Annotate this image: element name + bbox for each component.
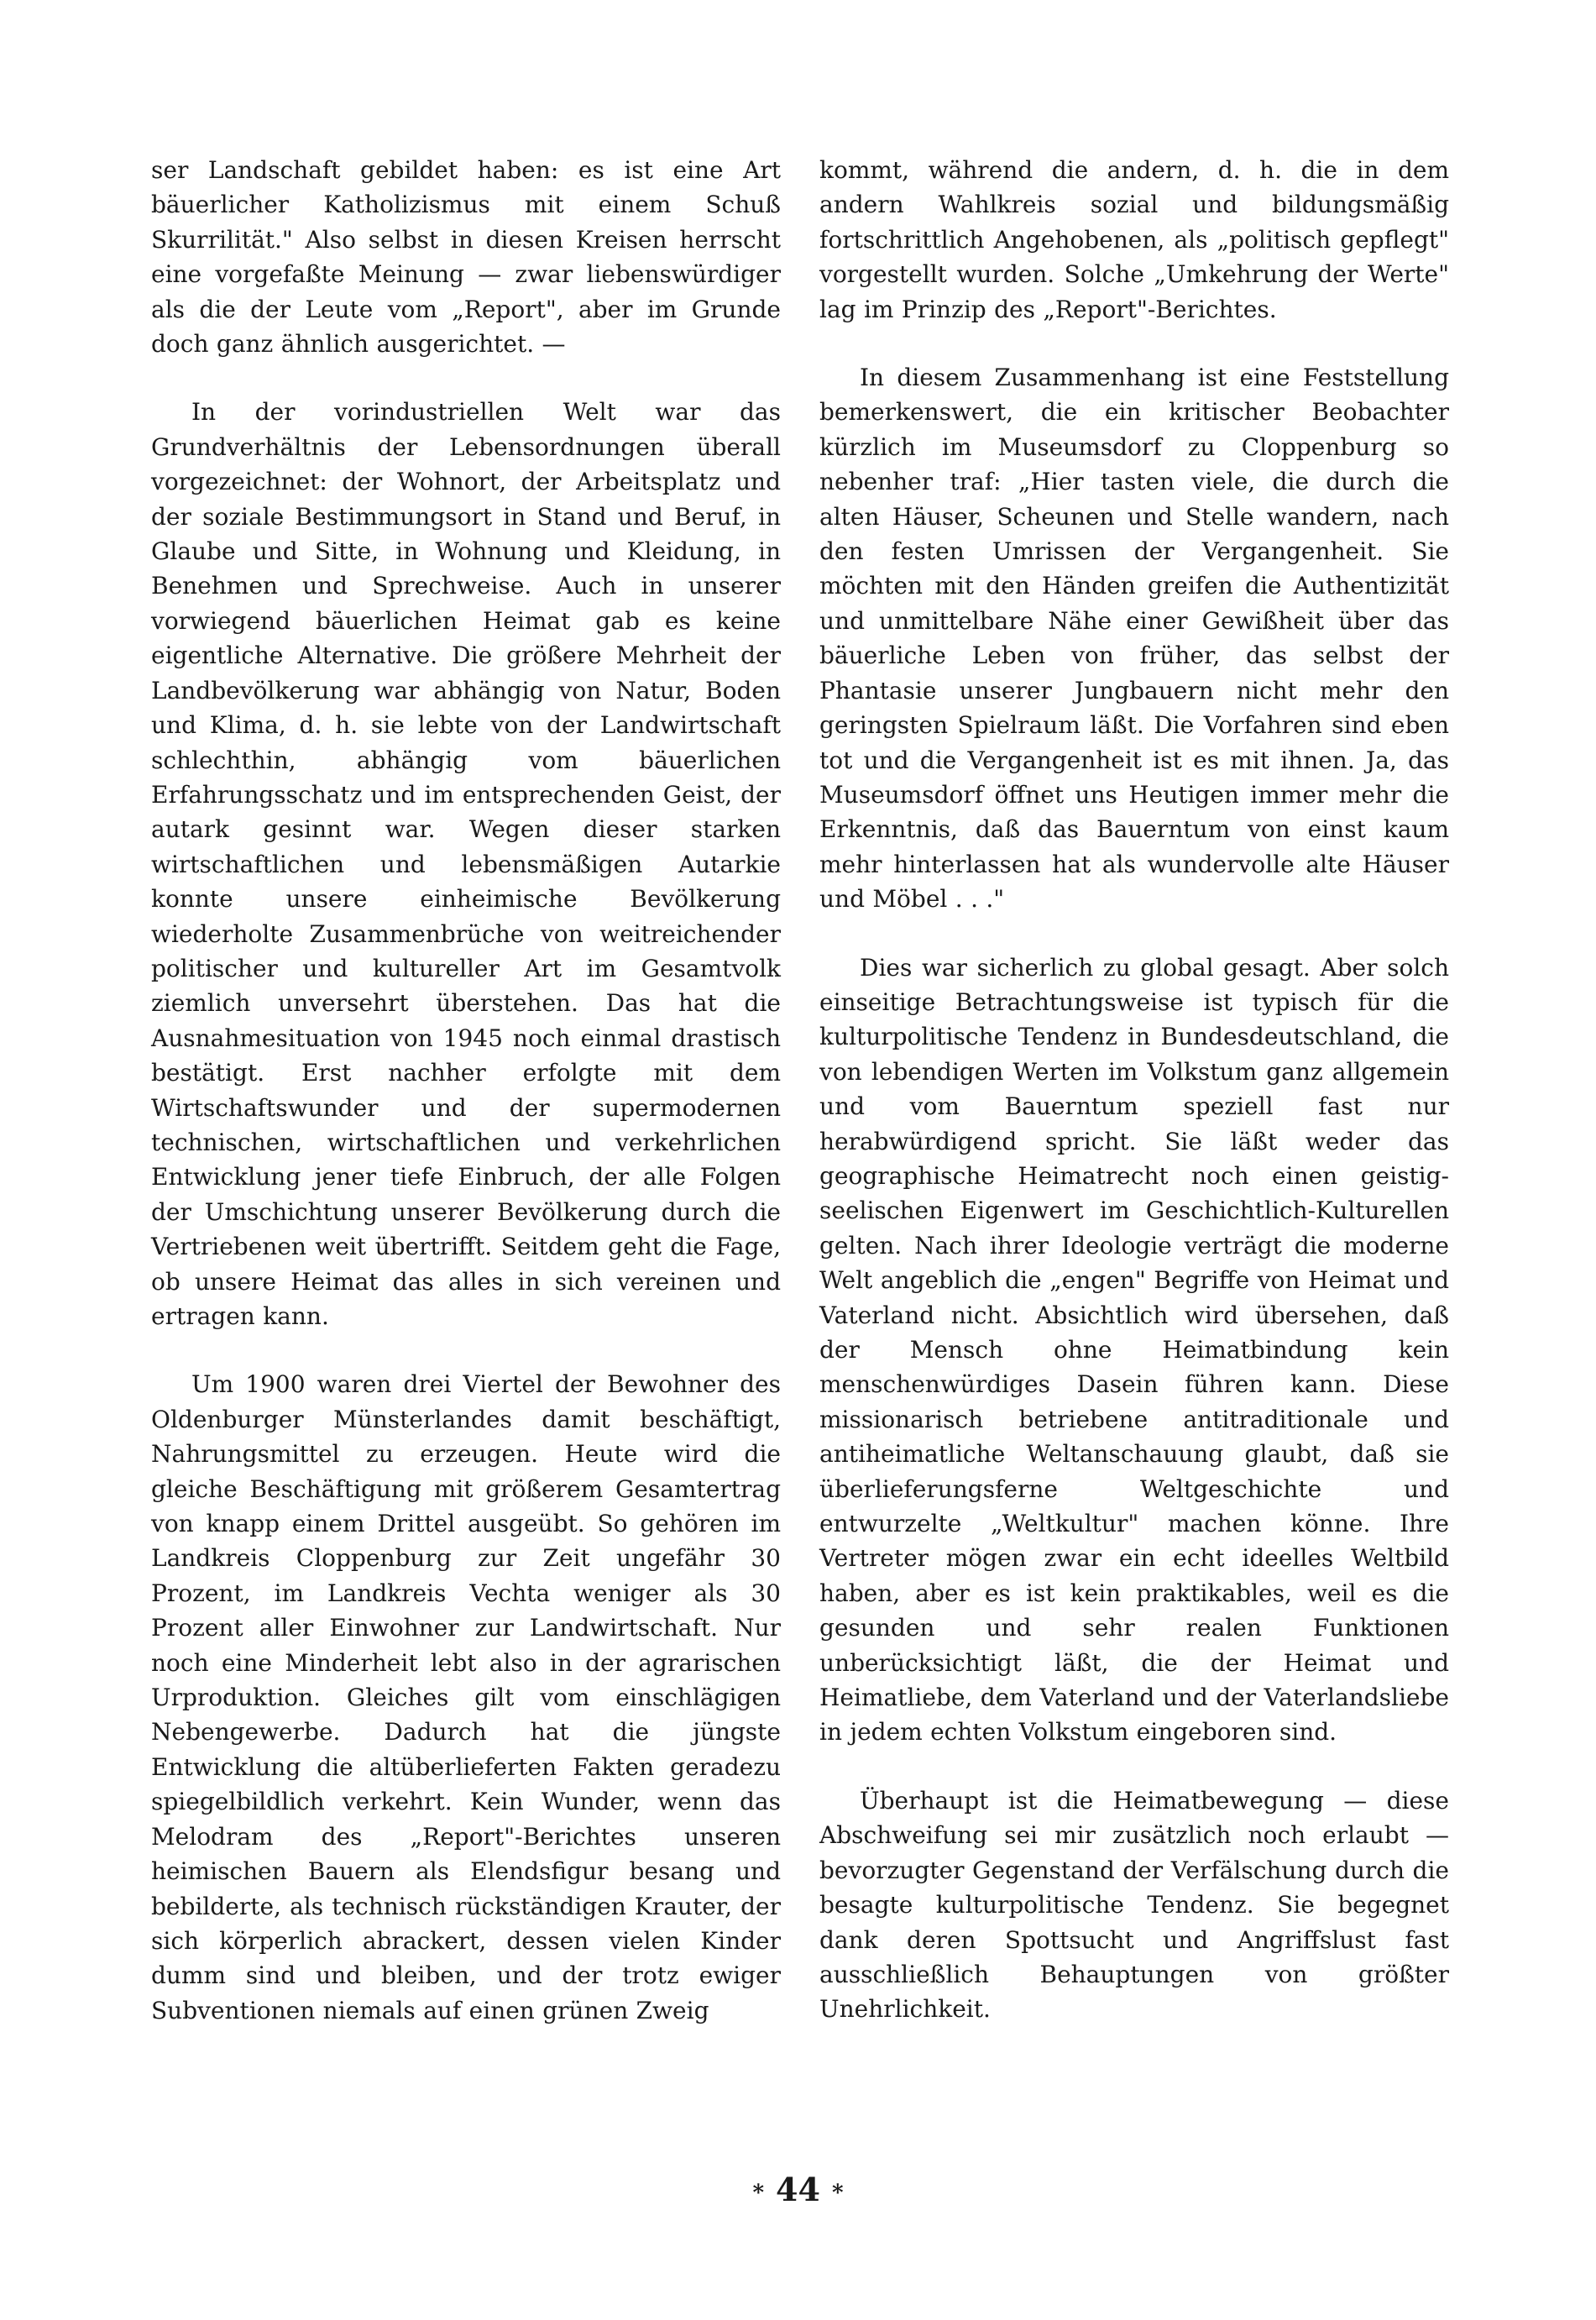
star-marker-left: * <box>752 2180 765 2206</box>
paragraph-left-3: Um 1900 waren drei Viertel der Bewohner des Oldenburger Münsterlandes damit beschäftigt, Nahrungsmittel zu erzeugen. Heute wird die gleiche Beschäftigung mit größerem Gesamtertrag von knapp einem Drittel ausgeübt. So gehören im Landkreis Cloppenburg zur Zeit ungefähr 30 Prozent, im Landkreis Vechta weniger als 30 Prozent aller Einwohner zur Landwirtschaft. Nur noch eine Minderheit lebt also in der agrarischen Urproduktion. Gleiches gilt vom einschlägigen Nebengewerbe. Dadurch hat die jüngste Entwicklung die altüberlieferten Fakten geradezu spiegelbildlich verkehrt. Kein Wunder, wenn das Melodram des „Report"-Berichtes unseren heimischen Bauern als Elendsfigur besang und bebilderte, als technisch rückständigen Krauter, der sich körperlich abrackert, dessen vielen Kinder dumm sind und bleiben, und der trotz ewiger Subventionen niemals auf einen grünen Zweig <box>151 1370 781 2024</box>
paragraph-left-2: In der vorindustriellen Welt war das Grundverhältnis der Lebensordnungen überall vorgezeichnet: der Wohnort, der Arbeitsplatz und der soziale Bestimmungsort in Stand und Beruf, in Glaube und Sitte, in Wohnung und Kleidung, in Benehmen und Sprechweise. Auch in unserer vorwiegend bäuerlichen Heimat gab es keine eigentliche Alternative. Die größere Mehrheit der Landbevölkerung war abhängig von Natur, Boden und Klima, d. h. sie lebte von der Landwirtschaft schlechthin, abhängig vom bäuerlichen Erfahrungsschatz und im entsprechenden Geist, der autark gesinnt war. Wegen dieser starken wirtschaftlichen und lebensmäßigen Autarkie konnte unsere einheimische Bevölkerung wiederholte Zusammenbrüche von weitreichender politischer und kultureller Art im Gesamtvolk ziemlich unversehrt überstehen. Das hat die Ausnahmesituation von 1945 noch einmal drastisch bestätigt. Erst nachher erfolgte mit dem Wirtschaftswunder und der supermodernen technischen, wirtschaftlichen und verkehrlichen Entwicklung jener tiefe Einbruch, der alle Folgen der Umschichtung unserer Bevölkerung durch die Vertriebenen weit übertrifft. Seitdem geht die Fage, ob unsere Heimat das alles in sich vereinen und ertragen kann. <box>151 398 781 1330</box>
left-column <box>151 153 781 2061</box>
paragraph-left-1: ser Landschaft gebildet haben: es ist eine Art bäuerlicher Katholizismus mit einem Schuß Skurrilität." Also selbst in diesen Kreisen herrscht eine vorgefaßte Meinung — zwar liebenswürdiger als die der Leute vom „Report", aber im Grunde doch ganz ähnlich ausgerichtet. — <box>151 156 781 359</box>
right-column <box>819 153 1449 2061</box>
paragraph-right-2: In diesem Zusammenhang ist eine Feststellung bemerkenswert, die ein kritischer Beobachter kürzlich im Museumsdorf zu Cloppenburg so nebenher traf: „Hier tasten viele, die durch die alten Häuser, Scheunen und Stelle wandern, nach den festen Umrissen der Vergangenheit. Sie möchten mit den Händen greifen die Authentizität und unmittelbare Nähe einer Gewißheit über das bäuerliche Leben von früher, das selbst der Phantasie unserer Jungbauern nicht mehr den geringsten Spielraum läßt. Die Vorfahren sind eben tot und die Vergangenheit ist es mit ihnen. Ja, das Museumsdorf öffnet uns Heutigen immer mehr die Erkenntnis, daß das Bauerntum von einst kaum mehr hinterlassen hat als wundervolle alte Häuser und Möbel . . ." <box>819 364 1449 914</box>
paragraph-right-1: kommt, während die andern, d. h. die in dem andern Wahlkreis sozial und bildungsmäßig fortschrittlich Angehobenen, als „politisch gepflegt" vorgestellt wurden. Solche „Umkehrung der Werte" lag im Prinzip des „Report"-Berichtes. <box>819 156 1449 323</box>
paragraph-right-3: Dies war sicherlich zu global gesagt. Aber solch einseitige Betrachtungsweise ist typisch für die kulturpolitische Tendenz in Bundesdeutschland, die von lebendigen Werten im Volkstum ganz allgemein und vom Bauerntum speziell fast nur herabwürdigend spricht. Sie läßt weder das geographische Heimatrecht noch einen geistig-seelischen Eigenwert im Geschichtlich-Kulturellen gelten. Nach ihrer Ideologie verträgt die moderne Welt angeblich die „engen" Begriffe von Heimat und Vaterland nicht. Absichtlich wird übersehen, daß der Mensch ohne Heimatbindung kein menschenwürdiges Dasein führen kann. Diese missionarisch betriebene antitraditionale und antiheimatliche Weltanschauung glaubt, daß sie überlieferungsferne Weltgeschichte und entwurzelte „Weltkultur" machen könne. Ihre Vertreter mögen zwar ein echt ideelles Weltbild haben, aber es ist kein praktikables, weil es die gesunden und sehr realen Funktionen unberücksichtigt läßt, die der Heimat und Heimatliebe, dem Vaterland und der Vaterlandsliebe in jedem echten Volkstum eingeboren sind. <box>819 953 1449 1747</box>
page-footer <box>0 2171 1596 2208</box>
page-number: 44 <box>776 2171 820 2208</box>
star-marker-right: * <box>831 2180 844 2206</box>
paragraph-right-4: Überhaupt ist die Heimatbewegung — diese Abschweifung sei mir zusätzlich noch erlaubt — bevorzugter Gegenstand der Verfälschung durch die besagte kulturpolitische Tendenz. Sie begegnet dank deren Spottsucht und Angriffslust fast ausschließlich Behauptungen von größter Unehrlichkeit. <box>819 1786 1449 2024</box>
